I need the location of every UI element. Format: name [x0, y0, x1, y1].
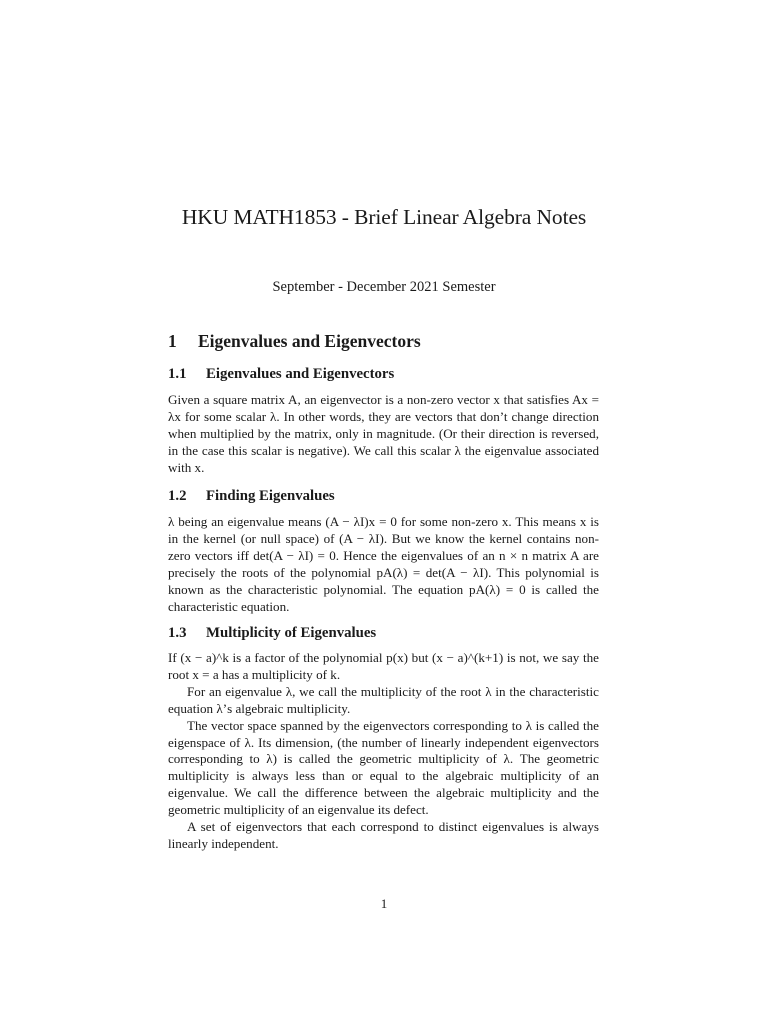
- subsection-title: Finding Eigenvalues: [206, 488, 335, 504]
- paragraph: The vector space spanned by the eigenvectors corresponding to λ is called the eigenspace of λ. Its dimension, (the number of linearly independent eigenvectors corresponding to λ) is called the geometric multiplicity of λ. The geometric multiplicity is always less than or equal to the algebraic multiplicity of an eigenvalue. We call the difference between the algebraic multiplicity and the geometric multiplicity of an eigenvalue its defect.: [168, 717, 599, 818]
- subsection-1-2-heading: [168, 488, 335, 505]
- paragraph: Given a square matrix A, an eigenvector is a non-zero vector x that satisfies Ax = λx for some scalar λ. In other words, they are vectors that don’t change direction when multiplied by the matrix, only in magnitude. (Or their direction is reversed, in the case this scalar is negative). We call this scalar λ the eigenvalue associated with x.: [168, 392, 599, 475]
- subsection-number: 1.2: [168, 488, 187, 504]
- subsection-number: 1.3: [168, 625, 187, 641]
- subsection-1-1-body: [168, 392, 599, 477]
- document-title: HKU MATH1853 - Brief Linear Algebra Notes: [181, 205, 587, 229]
- section-title: Eigenvalues and Eigenvectors: [198, 331, 421, 351]
- paragraph: If (x − a)^k is a factor of the polynomial p(x) but (x − a)^(k+1) is not, we say the root x = a has a multiplicity of k.: [168, 650, 599, 682]
- section-1-heading: [168, 331, 421, 352]
- subsection-title: Multiplicity of Eigenvalues: [206, 625, 377, 641]
- section-number: 1: [168, 331, 177, 351]
- subsection-1-2-body: [168, 514, 599, 615]
- page-number: 1: [380, 896, 388, 911]
- subsection-1-1-heading: [168, 366, 394, 383]
- subsection-title: Eigenvalues and Eigenvectors: [206, 366, 395, 382]
- subsection-number: 1.1: [168, 366, 187, 382]
- paragraph: For an eigenvalue λ, we call the multiplicity of the root λ in the characteristic equation λ’s algebraic multiplicity.: [168, 683, 599, 716]
- paragraph: A set of eigenvectors that each correspond to distinct eigenvalues is always linearly independent.: [168, 819, 599, 851]
- subsection-1-3-heading: [168, 625, 376, 642]
- paragraph: λ being an eigenvalue means (A − λI)x = 0 for some non-zero x. This means x is in the kernel (or null space) of (A − λI). But we know the kernel contains non-zero vectors iff det(A − λI) = 0. Hence the eigenvalues of an n × n matrix A are precisely the roots of the polynomial pA(λ) = det(A − λI). This polynomial is known as the characteristic polynomial. The equation pA(λ) = 0 is called the characteristic equation.: [168, 514, 599, 614]
- subsection-1-3-body: [168, 650, 599, 853]
- document-subtitle: September - December 2021 Semester: [272, 279, 496, 295]
